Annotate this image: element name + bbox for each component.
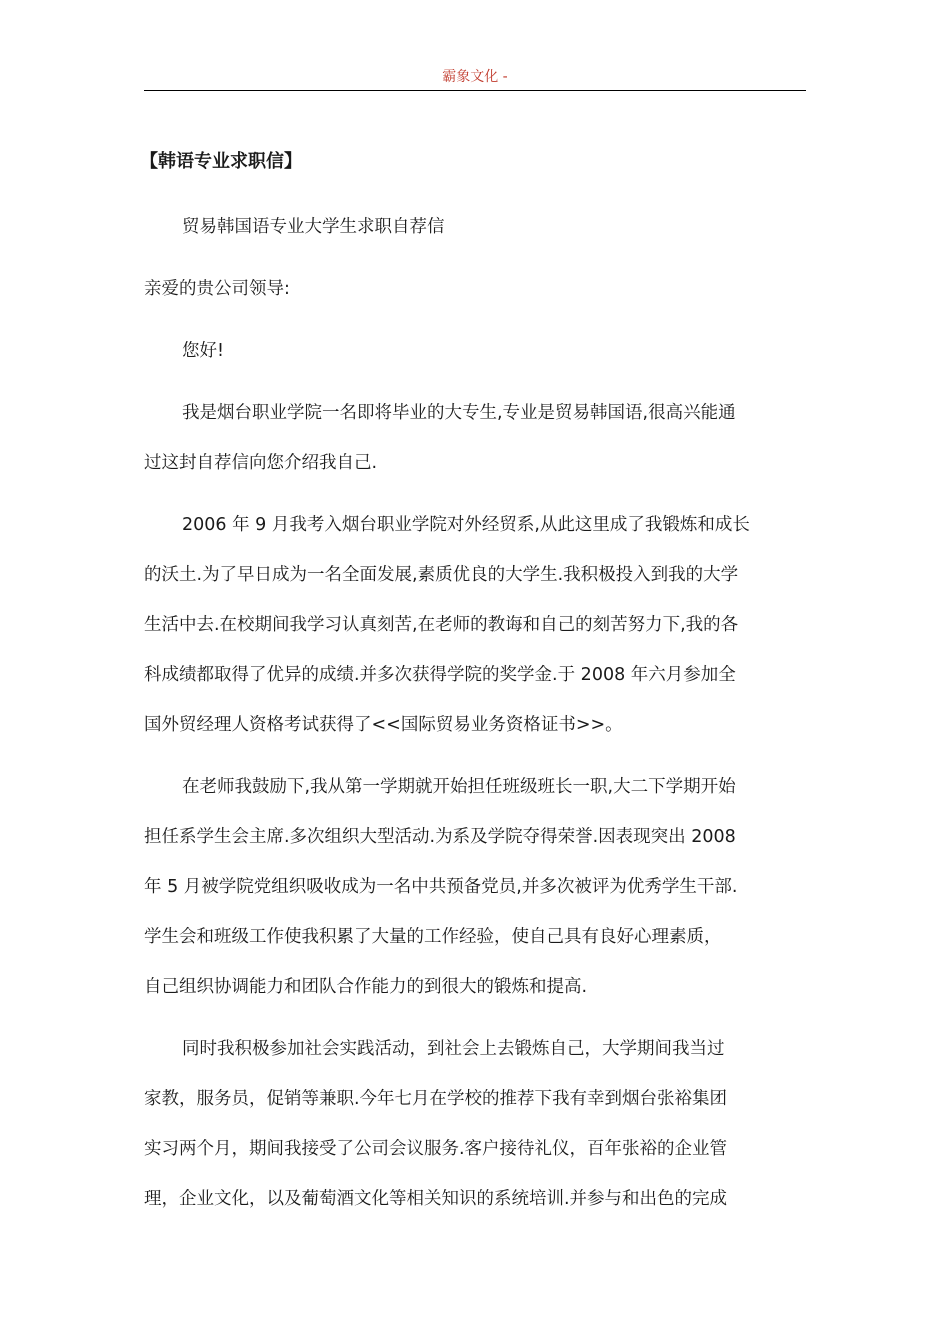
paragraph-line: 我是烟台职业学院一名即将毕业的大专生,专业是贸易韩国语,很高兴能通 (182, 403, 736, 423)
paragraph-line: 在老师我鼓励下,我从第一学期就开始担任班级班长一职,大二下学期开始 (182, 777, 736, 797)
paragraph-line: 年 5 月被学院党组织吸收成为一名中共预备党员,并多次被评为优秀学生干部. (144, 877, 738, 897)
greeting: 您好! (182, 341, 225, 361)
paragraph-intro (144, 388, 804, 488)
paragraph-leadership (144, 762, 804, 1012)
paragraph-line: 学生会和班级工作使我积累了大量的工作经验，使自己具有良好心理素质， (144, 927, 722, 947)
paragraph-line: 过这封自荐信向您介绍我自己. (144, 453, 378, 473)
paragraph-line: 同时我积极参加社会实践活动，到社会上去锻炼自己，大学期间我当过 (182, 1039, 725, 1059)
paragraph-education (144, 500, 804, 750)
paragraph-line: 实习两个月，期间我接受了公司会议服务.客户接待礼仪，百年张裕的企业管 (144, 1139, 728, 1159)
paragraph-line: 生活中去.在校期间我学习认真刻苦,在老师的教诲和自己的刻苦努力下,我的各 (144, 615, 739, 635)
paragraph-line: 理，企业文化，以及葡萄酒文化等相关知识的系统培训.并参与和出色的完成 (144, 1189, 728, 1209)
salutation: 亲爱的贵公司领导: (144, 279, 290, 299)
paragraph-line: 的沃土.为了早日成为一名全面发展,素质优良的大学生.我积极投入到我的大学 (144, 565, 739, 585)
paragraph-line: 2006 年 9 月我考入烟台职业学院对外经贸系,从此这里成了我锻炼和成长 (182, 515, 750, 535)
paragraph-line: 家教，服务员，促销等兼职.今年七月在学校的推荐下我有幸到烟台张裕集团 (144, 1089, 728, 1109)
paragraph-line: 自己组织协调能力和团队合作能力的到很大的锻炼和提高. (144, 977, 588, 997)
document-subtitle: 贸易韩国语专业大学生求职自荐信 (182, 217, 445, 237)
paragraph-practice (144, 1024, 804, 1224)
paragraph-line: 国外贸经理人资格考试获得了<<国际贸易业务资格证书>>。 (144, 715, 623, 735)
header-text: 霸象文化 - (442, 69, 508, 85)
paragraph-line: 担任系学生会主席.多次组织大型活动.为系及学院夺得荣誉.因表现突出 2008 (144, 827, 736, 847)
document-body (140, 140, 804, 1236)
document-title: 【韩语专业求职信】 (140, 151, 302, 172)
page-header (144, 66, 806, 91)
paragraph-line: 科成绩都取得了优异的成绩.并多次获得学院的奖学金.于 2008 年六月参加全 (144, 665, 736, 685)
